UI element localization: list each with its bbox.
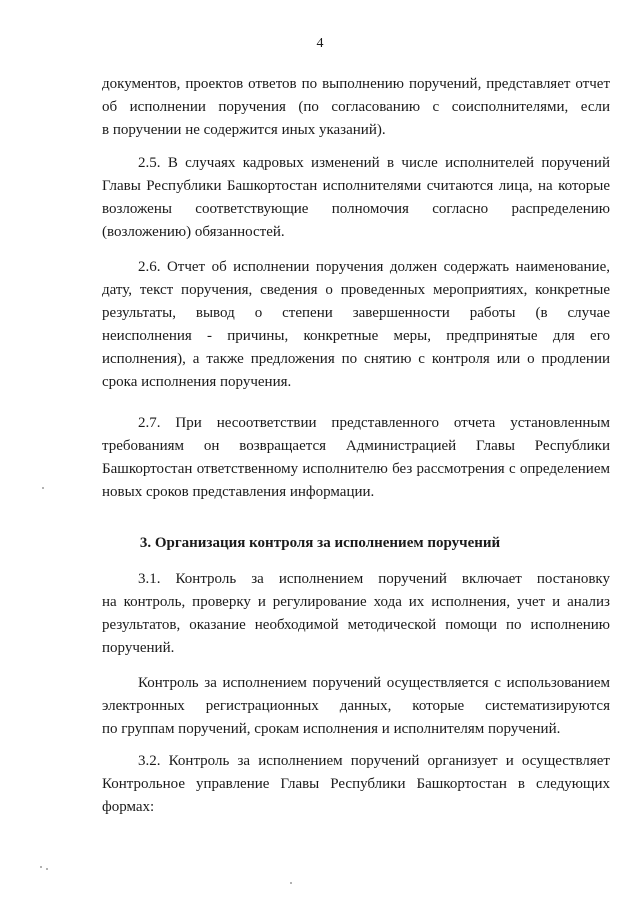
text-line: результатов, оказание необходимой методической помощи по исполнению	[102, 617, 610, 633]
paragraph-2-7	[102, 412, 610, 504]
paragraph-continuation	[102, 73, 610, 142]
text-line: на контроль, проверку и регулирование хода их исполнения, учет и анализ	[102, 594, 610, 610]
text-line: 3.2. Контроль за исполнением поручений организует и осуществляет	[138, 753, 610, 769]
text-line: дату, текст поручения, сведения о проведенных мероприятиях, конкретные	[102, 282, 610, 298]
text-line: 3.1. Контроль за исполнением поручений включает постановку	[138, 571, 610, 587]
text-line: об исполнении поручения (по согласованию с соисполнителями, если	[102, 99, 610, 115]
scan-speck	[40, 866, 42, 868]
text-line: в поручении не содержится иных указаний).	[102, 122, 386, 138]
paragraph-2-5	[102, 152, 610, 244]
text-line: электронных регистрационных данных, которые систематизируются	[102, 698, 610, 714]
paragraph-2-6	[102, 256, 610, 394]
text-line: Контрольное управление Главы Республики Башкортостан в следующих	[102, 776, 610, 792]
text-line: новых сроков представления информации.	[102, 484, 375, 500]
text-line: требованиям он возвращается Администрацией Главы Республики	[102, 438, 610, 454]
section-heading: 3. Организация контроля за исполнением поручений	[139, 535, 501, 551]
paragraph-3-1-continued	[102, 672, 610, 741]
scan-speck	[42, 487, 44, 489]
text-line: формах:	[102, 799, 155, 815]
text-line: поручений.	[102, 640, 175, 656]
text-line: (возложению) обязанностей.	[102, 224, 285, 240]
scan-speck	[46, 868, 48, 870]
text-line: 2.7. При несоответствии представленного отчета установленным	[138, 415, 610, 431]
text-line: 2.6. Отчет об исполнении поручения должен содержать наименование,	[138, 259, 610, 275]
text-line: срока исполнения поручения.	[102, 374, 292, 390]
text-line: по группам поручений, срокам исполнения и исполнителям поручений.	[102, 721, 561, 737]
text-line: Контроль за исполнением поручений осуществляется с использованием	[138, 675, 610, 691]
text-line: результаты, вывод о степени завершенности работы (в случае	[102, 305, 610, 321]
text-line: неисполнения - причины, конкретные меры, предпринятые для его	[102, 328, 610, 344]
page-number: 4	[316, 36, 324, 51]
text-line: Главы Республики Башкортостан исполнителями считаются лица, на которые	[102, 178, 610, 194]
scan-speck	[290, 882, 292, 884]
text-line: документов, проектов ответов по выполнению поручений, представляет отчет	[102, 76, 610, 92]
text-line: 2.5. В случаях кадровых изменений в числе исполнителей поручений	[138, 155, 610, 171]
paragraph-3-1	[102, 568, 610, 660]
text-line: возложены соответствующие полномочия согласно распределению	[102, 201, 610, 217]
text-line: Башкортостан ответственному исполнителю без рассмотрения с определением	[102, 461, 610, 477]
text-line: исполнения), а также предложения по снятию с контроля или о продлении	[102, 351, 610, 367]
paragraph-3-2	[102, 750, 610, 819]
